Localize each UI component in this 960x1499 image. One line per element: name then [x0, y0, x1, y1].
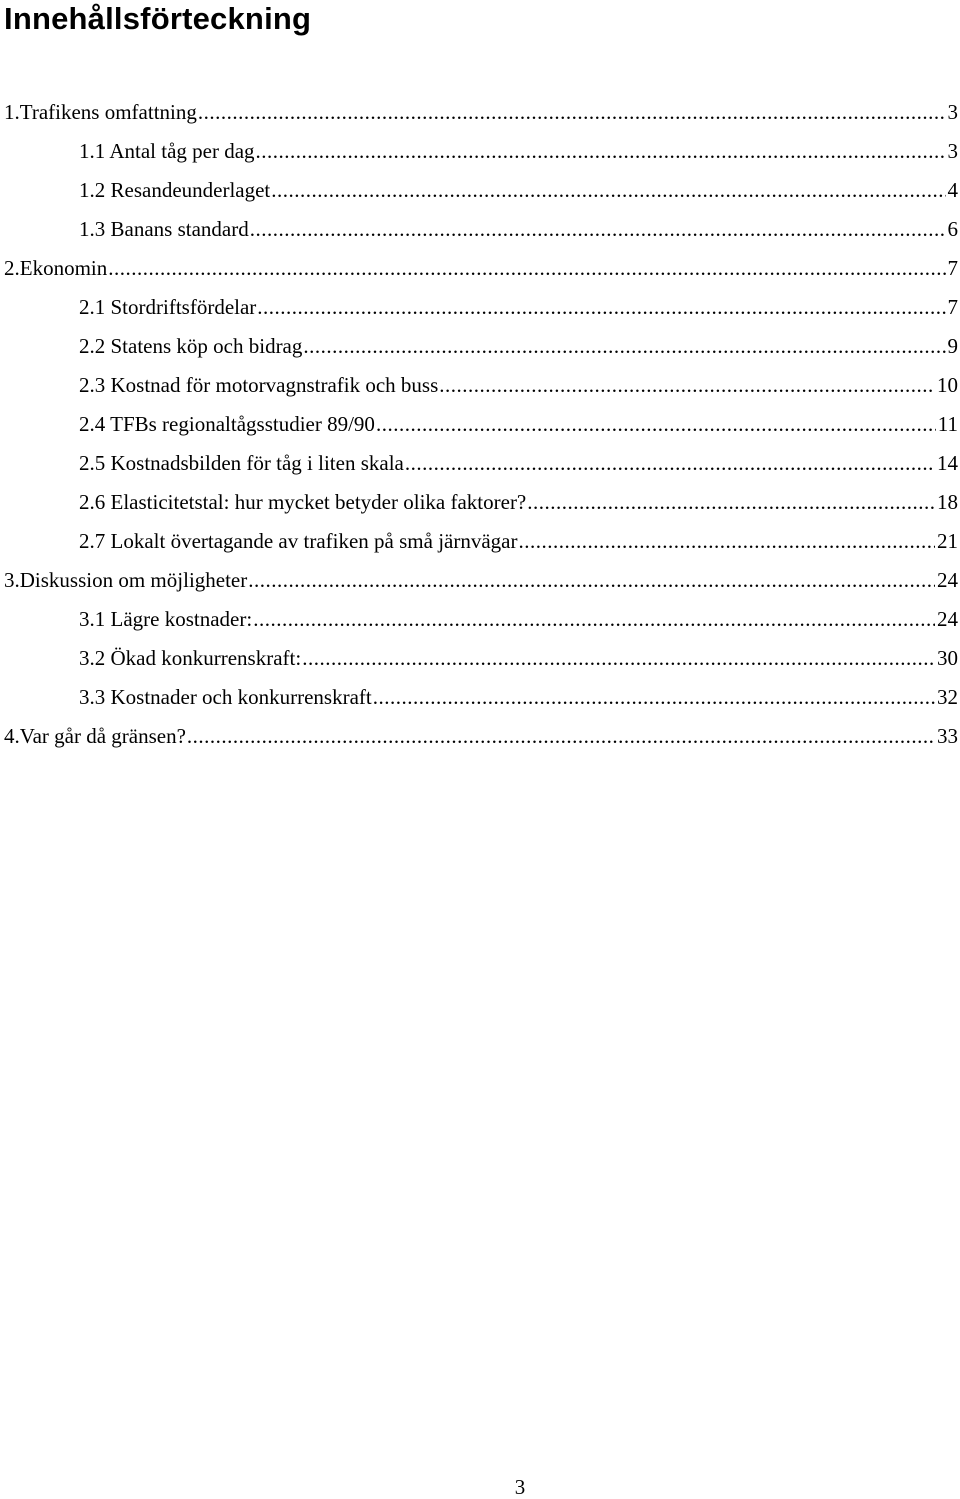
toc-entry-page: 30	[937, 646, 958, 670]
toc-dot-leader	[376, 405, 936, 444]
toc-entry[interactable]	[0, 600, 958, 639]
toc-entry-page: 24	[937, 607, 958, 631]
toc-entry-page: 4	[947, 178, 958, 202]
toc-dot-leader	[108, 249, 945, 288]
toc-dot-leader	[302, 639, 935, 678]
toc-entry[interactable]	[0, 522, 958, 561]
toc-entry-label: 1.Trafikens omfattning	[4, 100, 197, 124]
toc-entry-page: 3	[947, 139, 958, 163]
toc-entry-page: 32	[937, 685, 958, 709]
toc-entry[interactable]	[0, 210, 958, 249]
toc-entry-page: 7	[947, 295, 958, 319]
toc-entry[interactable]	[0, 639, 958, 678]
toc-entry-label: 2.2 Statens köp och bidrag	[79, 334, 303, 358]
toc-entry[interactable]	[0, 444, 958, 483]
toc-dot-leader	[303, 327, 945, 366]
toc-entry-page: 10	[937, 373, 958, 397]
toc-entry-label: 1.1 Antal tåg per dag	[79, 139, 255, 163]
toc-entry-label: 3.Diskussion om möjligheter	[4, 568, 248, 592]
toc-dot-leader	[257, 288, 945, 327]
toc-entry[interactable]	[0, 405, 958, 444]
toc-entry-label: 2.4 TFBs regionaltågsstudier 89/90	[79, 412, 375, 436]
toc-dot-leader	[271, 171, 945, 210]
toc-entry[interactable]	[0, 483, 958, 522]
toc-entry[interactable]	[0, 249, 958, 288]
toc-entry-label: 3.3 Kostnader och konkurrenskraft	[79, 685, 372, 709]
toc-entry-label: 2.5 Kostnadsbilden för tåg i liten skala	[79, 451, 404, 475]
toc-entry[interactable]	[0, 678, 958, 717]
toc-entry-label: 2.Ekonomin	[4, 256, 108, 280]
page-number: 3	[514, 1475, 526, 1499]
toc-entry[interactable]	[0, 561, 958, 600]
toc-entry-page: 7	[947, 256, 958, 280]
toc-entry[interactable]	[0, 717, 958, 756]
toc-entry-page: 3	[947, 100, 958, 124]
toc-dot-leader	[198, 93, 946, 132]
toc-entry-label: 1.3 Banans standard	[79, 217, 249, 241]
toc-entry-page: 24	[937, 568, 958, 592]
toc-dot-leader	[248, 561, 935, 600]
toc-entry-label: 3.1 Lägre kostnader:	[79, 607, 253, 631]
toc-dot-leader	[253, 600, 935, 639]
toc-entry[interactable]	[0, 288, 958, 327]
page-title: Innehållsförteckning	[4, 1, 312, 36]
toc-entry[interactable]	[0, 366, 958, 405]
toc-entry-label: 2.7 Lokalt övertagande av trafiken på små järnvägar	[79, 529, 518, 553]
toc-entry-label: 1.2 Resandeunderlaget	[79, 178, 271, 202]
toc-dot-leader	[256, 132, 946, 171]
toc-dot-leader	[405, 444, 935, 483]
toc-dot-leader	[250, 210, 946, 249]
toc-dot-leader	[527, 483, 935, 522]
toc-dot-leader	[373, 678, 935, 717]
toc-entry-label: 2.1 Stordriftsfördelar	[79, 295, 257, 319]
toc-entry-page: 6	[947, 217, 958, 241]
toc-entry-page: 11	[937, 412, 958, 436]
toc-entry[interactable]	[0, 93, 958, 132]
table-of-contents	[0, 93, 958, 756]
toc-entry-page: 33	[937, 724, 958, 748]
toc-entry[interactable]	[0, 327, 958, 366]
toc-entry[interactable]	[0, 171, 958, 210]
toc-dot-leader	[518, 522, 935, 561]
toc-dot-leader	[187, 717, 935, 756]
toc-entry-page: 14	[937, 451, 958, 475]
toc-entry-label: 4.Var går då gränsen?	[4, 724, 186, 748]
toc-entry-page: 21	[937, 529, 958, 553]
toc-entry-page: 18	[937, 490, 958, 514]
toc-entry[interactable]	[0, 132, 958, 171]
toc-entry-label: 3.2 Ökad konkurrenskraft:	[79, 646, 302, 670]
toc-entry-label: 2.3 Kostnad för motorvagnstrafik och buss	[79, 373, 439, 397]
toc-entry-page: 9	[947, 334, 958, 358]
toc-dot-leader	[439, 366, 935, 405]
toc-entry-label: 2.6 Elasticitetstal: hur mycket betyder olika faktorer?	[79, 490, 527, 514]
